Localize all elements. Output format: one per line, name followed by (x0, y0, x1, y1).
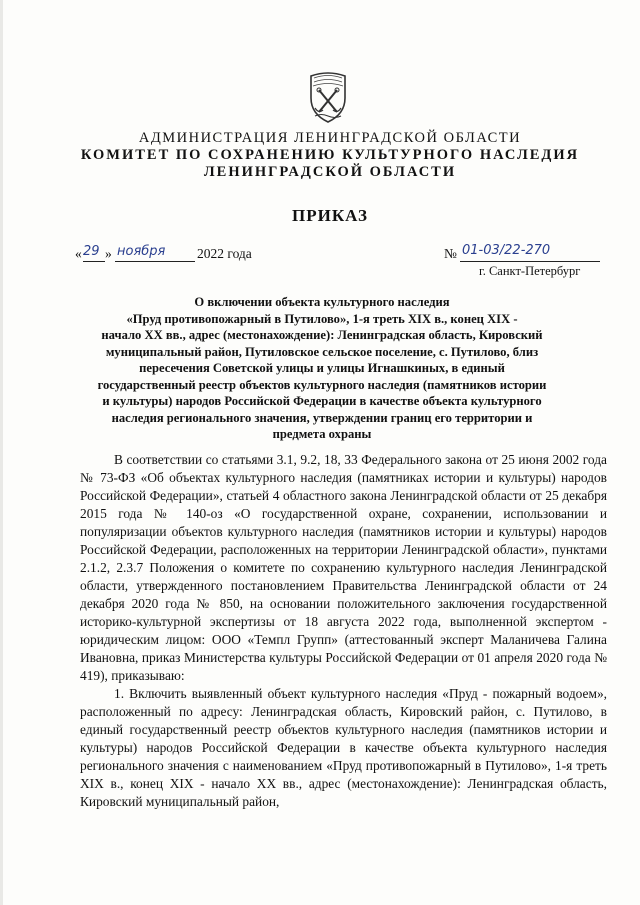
coat-of-arms-icon (305, 68, 351, 124)
date-line (75, 246, 275, 264)
subject-line: О включении объекта культурного наследия (194, 295, 450, 309)
subject-line: государственный реестр объектов культурного наследия (памятников истории (97, 377, 547, 392)
date-quote-close: » (105, 246, 112, 261)
body-paragraph-preamble: В соответствии со статьями 3.1, 9.2, 18, 33 Федерального закона от 25 июня 2002 года № 73-ФЗ «Об объектах культурного наследия (памятниках истории и культуры) народов Российской Федерации», статьей 4 областного закона Ленинградской области от 25 декабря 2015 года № 140-оз «О государственной охране, сохранении, использовании и популяризации объектов культурного наследия (памятников истории и культуры) народов Российской Федерации, расположенных на территории Ленинградской области», пунктами 2.1.2, 2.3.7 Положения о комитете по сохранению культурного наследия Ленинградской области, утвержденного постановлением Правительства Ленинградской области от 24 декабря 2020 года № 850, на основании положительного заключения государственной историко-культурной экспертизы от 18 августа 2022 года, выполненной экспертом - юридическим лицом: ООО «Темпл Групп» (аттестованный эксперт Маланичева Галина Ивановна, приказ Министерства культуры Российской Федерации от 01 апреля 2020 года № 419), приказываю: (80, 452, 607, 683)
number-sign: № (444, 246, 457, 261)
org-name-line-3: ЛЕНИНГРАДСКОЙ ОБЛАСТИ (203, 164, 457, 180)
date-month: ноября (117, 244, 166, 259)
date-quote-open: « (75, 246, 82, 261)
subject-line: начало XX вв., адрес (местонахождение): Ленинградская область, Кировский (101, 328, 543, 342)
org-name-line-1: АДМИНИСТРАЦИЯ ЛЕНИНГРАДСКОЙ ОБЛАСТИ (138, 130, 522, 146)
number-line (444, 243, 604, 264)
scan-edge (0, 0, 3, 905)
date-year: 2022 года (197, 246, 252, 261)
subject-line: муниципальный район, Путиловское сельское поселение, с. Путилово, близ (105, 344, 539, 359)
body-paragraph-item-1: 1. Включить выявленный объект культурного наследия «Пруд - пожарный водоем», расположенный по адресу: Ленинградская область, Кировский район, с. Путилово, в единый государственный реестр объектов культурного наследия (памятников истории и культуры) народов Российской Федерации в качестве объекта культурного наследия регионального значения с наименованием «Пруд противопожарный в Путилово», 1-я треть XIX в., конец XIX - начало XX вв., адрес (местонахождение): Ленинградская область, Кировский муниципальный район, (80, 686, 607, 809)
subject-line: предмета охраны (272, 427, 372, 441)
subject-line: «Пруд противопожарный в Путилово», 1-я треть XIX в., конец XIX - (126, 311, 518, 326)
date-day: 29 (83, 244, 100, 259)
day-underline (83, 261, 105, 262)
order-subject (96, 294, 548, 443)
doc-type-title: ПРИКАЗ (292, 206, 368, 225)
subject-line: и культуры) народов Российской Федерации в качестве объекта культурного (102, 394, 542, 408)
number-underline (460, 261, 600, 262)
order-number: 01-03/22-270 (462, 243, 551, 258)
subject-line: пересечения Советской улицы и улицы Игнашкиных, в единый (139, 361, 505, 375)
org-name-line-2: КОМИТЕТ ПО СОХРАНЕНИЮ КУЛЬТУРНОГО НАСЛЕДИЯ (80, 147, 580, 163)
city: г. Санкт-Петербург (479, 264, 581, 278)
order-body (80, 451, 607, 811)
month-underline (115, 261, 195, 262)
subject-line: наследия регионального значения, утверждении границ его территории и (111, 410, 533, 425)
